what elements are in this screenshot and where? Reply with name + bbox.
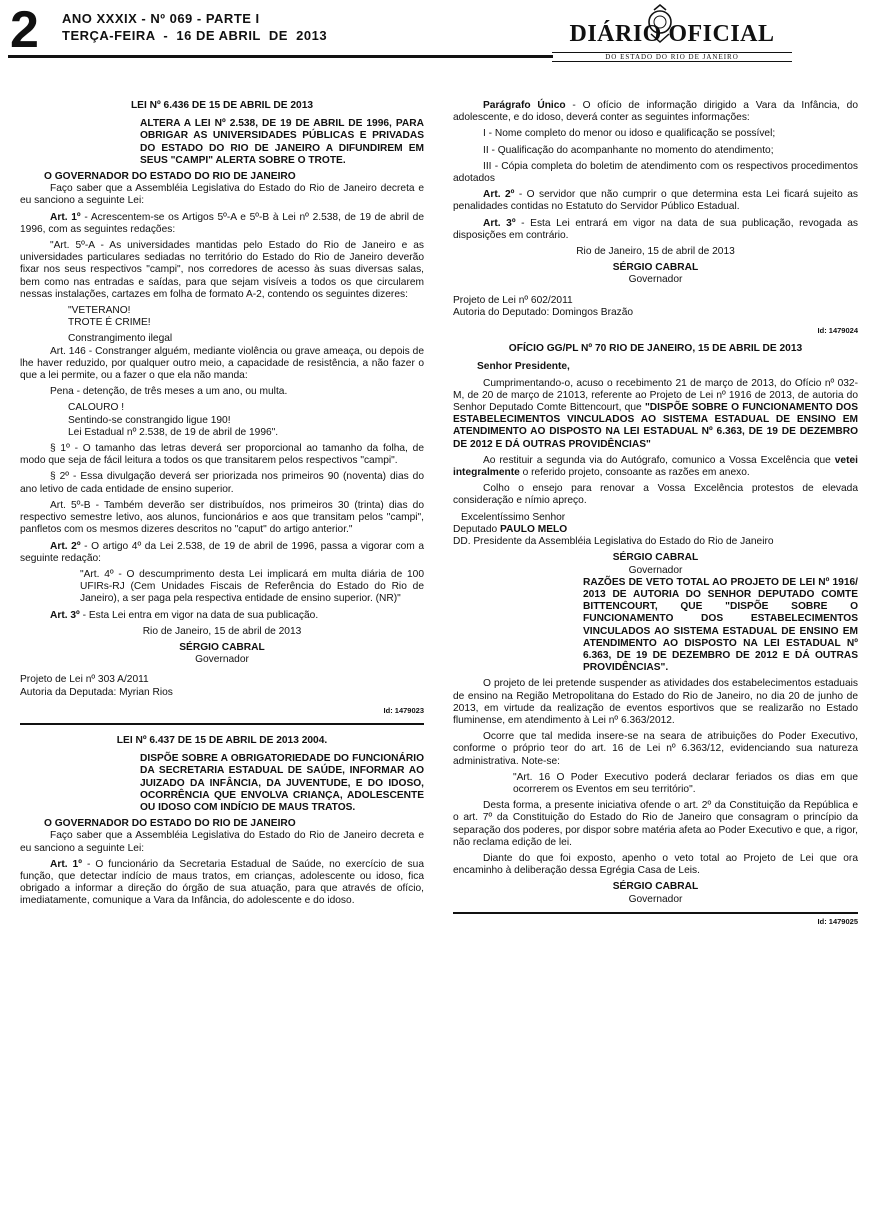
paragraph: § 2º - Essa divulgação deverá ser priorizada nos primeiros 90 (noventa) dias do ano letivo de cada entidade de ensino superior. — [20, 471, 424, 495]
poster-text: "VETERANO! — [68, 305, 131, 317]
quoted-article: "Art. 16 O Poder Executivo poderá declarar feriados os dias em que ocorrerem os Eventos em seu território". — [513, 771, 858, 795]
bill-number: Projeto de Lei nº 303 A/2011 — [20, 674, 149, 686]
poster-text: Constrangimento ilegal — [68, 333, 173, 345]
governor-heading: O GOVERNADOR DO ESTADO DO RIO DE JANEIRO — [44, 818, 296, 830]
poster-text: Lei Estadual nº 2.538, de 19 de abril de 1996". — [68, 426, 279, 438]
article: Art. 2º - O servidor que não cumprir o que determina esta Lei ficará sujeito as penalidades contidas no Estatuto do Servidor Público Estadual. — [453, 189, 858, 213]
right-column — [453, 100, 858, 928]
bill-author: Autoria do Deputado: Domingos Brazão — [453, 306, 634, 318]
section-divider — [453, 912, 858, 914]
place-date: Rio de Janeiro, 15 de abril de 2013 — [576, 246, 735, 258]
publication-id: Id: 1479024 — [817, 326, 858, 336]
law-ementa: ALTERA A LEI Nº 2.538, DE 19 DE ABRIL DE 1996, PARA OBRIGAR AS UNIVERSIDADES PÚBLICAS E PRIVADAS DO ESTADO DO RIO DE JANEIRO A DIFUNDIREM EM SEUS "CAMPI" ALERTA SOBRE O TROTE. — [140, 118, 424, 166]
article: Art. 1º - O funcionário da Secretaria Estadual de Saúde, no exercício de sua função, que detectar indício de maus tratos, em crianças, adolescente ou idoso, fica obrigado a informar a direção do órgão de sua atuação, para que através de ofício, imediatamente, comunique a Vara da Infância, do adolescente e do idoso. — [20, 858, 424, 907]
paragraph: Art. 146 - Constranger alguém, mediante violência ou grave ameaça, ou depois de lhe haver reduzido, por qualquer outro meio, a capacidade de resistência, a não fazer o que a lei permite, ou a fazer o que ela não manda: — [20, 345, 424, 382]
section-divider — [20, 723, 424, 725]
paragraph: Diante do que foi exposto, apenho o veto total ao Projeto de Lei que ora encaminho à deliberação dessa Egrégia Casa de Leis. — [453, 852, 858, 877]
signature: SÉRGIO CABRAL Governador — [612, 552, 699, 576]
date-line: TERÇA-FEIRA - 16 DE ABRIL DE 2013 — [62, 28, 328, 43]
article: Art. 3º - Esta Lei entrará em vigor na data de sua publicação, revogada as disposições em contrário. — [453, 217, 858, 241]
signature: SÉRGIO CABRAL Governador — [612, 262, 699, 286]
paragraph: Pena - detenção, de três meses a um ano, ou multa. — [50, 386, 288, 398]
law-title: LEI Nº 6.436 DE 15 DE ABRIL DE 2013 — [130, 100, 314, 111]
addressee-role: DD. Presidente da Assembléia Legislativa do Estado do Rio de Janeiro — [453, 536, 774, 548]
quoted-article: "Art. 4º - O descumprimento desta Lei implicará em multa diária de 100 UFIRs-RJ (Cem Unidades Fiscais de Referência do Estado do Rio de Janeiro), a ser paga pela respectiva entidade de ensino superior. (NR)" — [80, 568, 424, 605]
paragraph: Faço saber que a Assembléia Legislativa do Estado do Rio de Janeiro decreta e eu sanciono a seguinte Lei: — [20, 830, 424, 854]
page-number: 2 — [10, 1, 39, 59]
paragraph: O projeto de lei pretende suspender as atividades dos estabelecimentos estaduais de ensino na Região Metropolitana do Estado do Rio de Janeiro, no dia 20 de junho de 2013, em virtude da realização de eventos esportivos que se realizarão no Estado fluminense, em atendimento à Lei nº 6.363/2012. — [453, 678, 858, 726]
list-item: III - Cópia completa do boletim de atendimento com os respectivos procedimentos adotados — [453, 160, 858, 185]
place-date: Rio de Janeiro, 15 de abril de 2013 — [142, 625, 302, 637]
addressee: Excelentíssimo Senhor — [461, 511, 566, 523]
header-rule — [8, 55, 553, 58]
salutation: Senhor Presidente, — [477, 361, 570, 373]
paragraph: Ao restituir a segunda via do Autógrafo, comunico a Vossa Excelência que vetei integralmente o referido projeto, consoante as razões em anexo. — [453, 454, 858, 479]
issue-line: ANO XXXIX - Nº 069 - PARTE I — [62, 11, 260, 26]
bill-number: Projeto de Lei nº 602/2011 — [453, 294, 573, 306]
law-title: LEI Nº 6.437 DE 15 DE ABRIL DE 2013 2004. — [116, 734, 328, 746]
poster-text: Sentindo-se constrangido ligue 190! — [68, 414, 231, 426]
paragraph: Desta forma, a presente iniciativa ofende o art. 2º da Constituição da República e o art. 7º da Constituição do Estado do Rio de Janeiro que consagram o princípio da separação dos poderes, por dispor sobre matéria afeta ao Poder Executivo e que, a rigor, não reclama edição de lei. — [453, 800, 858, 848]
veto-reasons-title: RAZÕES DE VETO TOTAL AO PROJETO DE LEI Nº 1916/ 2013 DE AUTORIA DO SENHOR DEPUTADO COMTE BITTENCOURT, QUE "DISPÕE SOBRE O FUNCIONAMENTO DOS ESTABELECIMENTOS VINCULADOS AO SISTEMA ESTADUAL DE ENSINO EM ATENDIMENTO AO DISPOSTO NA LEI ESTADUAL Nº 6.363, DE 19 DE DEZEMBRO DE 2012 E DÁ OUTRAS PROVIDÊNCIAS". — [583, 576, 858, 674]
paragraph: § 1º - O tamanho das letras deverá ser proporcional ao tamanho da folha, de modo que seja de fácil leitura a todos os que transitarem pelos respectivos "campi". — [20, 443, 424, 467]
list-item: I - Nome completo do menor ou idoso e qualificação se possível; — [483, 128, 776, 140]
article: Art. 1º - Acrescentem-se os Artigos 5º-A e 5º-B à Lei nº 2.538, de 19 de abril de 1996, com as seguintes redações: — [20, 211, 425, 235]
paragraph: Parágrafo Único - O ofício de informação dirigido a Vara da Infância, do adolescente, e do idoso, deverá conter as seguintes informações: — [453, 100, 858, 124]
publication-id: Id: 1479023 — [383, 705, 424, 715]
paragraph: Cumprimentando-o, acuso o recebimento 21 de março de 2013, do Ofício nº 032-M, de 20 de março de 21013, referente ao Projeto de Lei nº 1916 de 2013, de autoria do Senhor Deputado Comte Bittencourt, que "DISPÕE SOBRE O FUNCIONAMENTO DOS ESTABELECIMENTOS VINCULADOS AO SISTEMA ESTADUAL DE ENSINO EM ATENDIMENTO AO DISPOSTO NA LEI ESTADUAL Nº 6.363, DE 19 DE DEZEMBRO DE 2012 E DÁ OUTRAS PROVIDÊNCIAS" — [453, 377, 859, 450]
newspaper-title: DIÁRIO OFICIAL — [569, 21, 775, 47]
paragraph: Colho o ensejo para renovar a Vossa Excelência protestos de elevada consideração e nímio apreço. — [453, 483, 858, 507]
signature: SÉRGIO CABRAL Governador — [179, 641, 265, 666]
signature: SÉRGIO CABRAL Governador — [612, 881, 699, 905]
bill-author: Autoria da Deputada: Myrian Rios — [20, 686, 173, 698]
publication-id: Id: 1479025 — [817, 916, 858, 926]
left-column — [20, 100, 424, 912]
law-ementa: DISPÕE SOBRE A OBRIGATORIEDADE DO FUNCIONÁRIO DA SECRETARIA ESTADUAL DE SAÚDE, INFORMAR AO JUIZADO DA INFÂNCIA, DA JUVENTUDE, E DO IDOSO, OCORRÊNCIA QUE ENVOLVA CRIANÇA, ADOLESCENTE OU IDOSO COM INDÍCIO DE MAUS TRATOS. — [140, 753, 424, 813]
paragraph: Ocorre que tal medida insere-se na seara de atribuições do Poder Executivo, conforme o próprio teor do art. 16 de Lei nº 6.363/12, evidenciando sua natureza administrativa. Note-se: — [453, 731, 858, 767]
oficio-title: OFÍCIO GG/PL Nº 70 RIO DE JANEIRO, 15 DE ABRIL DE 2013 — [508, 343, 803, 355]
paragraph: "Art. 5º-A - As universidades mantidas pelo Estado do Rio de Janeiro e as universidades particulares sediadas no território do Estado do Rio de Janeiro deverão fixar nos seus respectivos "campi", nos corredores de acesso às suas diversas salas, bem como nas entradas e saídas, para que sejam visíveis a todos os que circularem nessas instalações, cartazes em folha de formato A-2, contendo os seguintes dizeres: — [20, 240, 424, 300]
poster-text: TROTE É CRIME! — [68, 317, 151, 329]
governor-heading: O GOVERNADOR DO ESTADO DO RIO DE JANEIRO — [44, 171, 296, 183]
newspaper-subtitle: DO ESTADO DO RIO DE JANEIRO — [552, 52, 792, 62]
article: Art. 2º - O artigo 4º da Lei 2.538, de 19 de abril de 1996, passa a vigorar com a seguinte redação: — [20, 540, 424, 564]
addressee-name: Deputado PAULO MELO — [453, 523, 568, 535]
poster-text: CALOURO ! — [68, 402, 125, 414]
paragraph: Art. 5º-B - Também deverão ser distribuídos, nos primeiros 30 (trinta) dias do respectivo semestre letivo, aos alunos, funcionários e aos que transitam pelos "campi", panfletos com os mesmos dizeres descritos no "caput" do artigo anterior." — [20, 499, 424, 536]
article: Art. 3º - Esta Lei entra em vigor na data de sua publicação. — [50, 609, 319, 621]
issue-info — [62, 10, 327, 44]
paragraph: Faço saber que a Assembléia Legislativa do Estado do Rio de Janeiro decreta e eu sanciono a seguinte Lei: — [20, 183, 424, 207]
list-item: II - Qualificação do acompanhante no momento do atendimento; — [483, 144, 774, 156]
